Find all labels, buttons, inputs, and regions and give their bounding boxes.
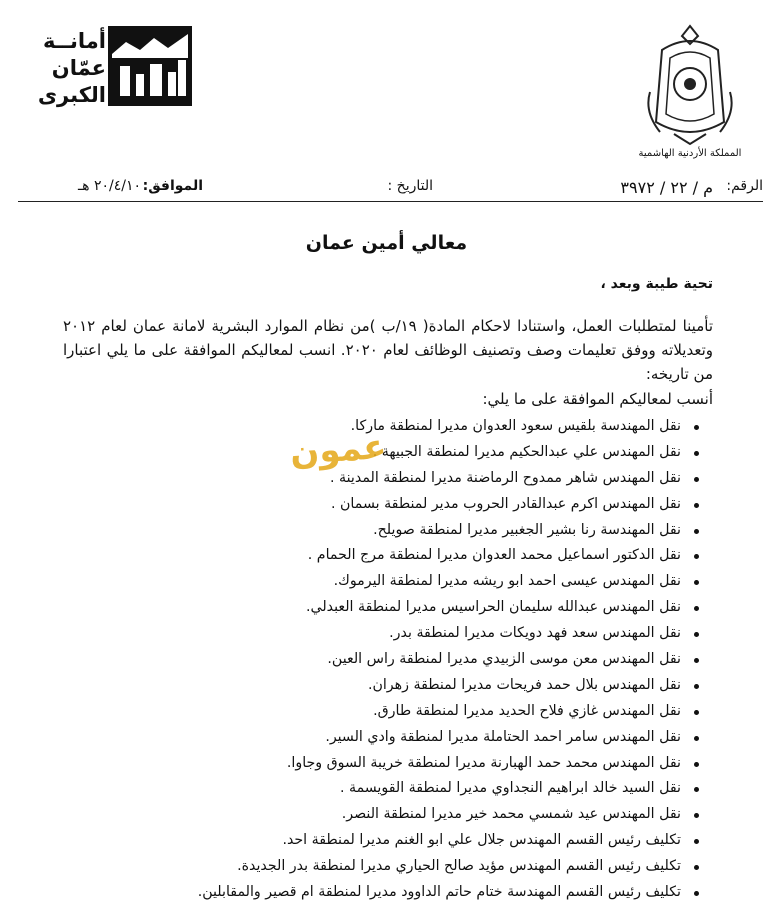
logo-line: أمانــة [42, 29, 106, 53]
list-item: نقل المهندس اكرم عبدالقادر الحروب مدير لمنطقة بسمان . [71, 492, 681, 518]
list-item: نقل المهندس سعد فهد دويكات مديرا لمنطقة بدر. [71, 621, 681, 647]
list-item: نقل الدكتور اسماعيل محمد العدوان مديرا لمنطقة مرج الحمام . [71, 543, 681, 569]
header-divider [18, 201, 763, 202]
reference-row [18, 176, 763, 202]
royal-emblem-icon [640, 22, 740, 147]
list-item: نقل المهندسة رنا بشير الجغبير مديرا لمنطقة صويلح. [71, 518, 681, 544]
list-item: نقل السيد خالد ابراهيم النجداوي مديرا لمنطقة القويسمة . [71, 776, 681, 802]
number-value: م / ٢٢ / ٣٩٧٢ [620, 178, 713, 197]
number-label: الرقم: [726, 178, 763, 194]
logo-line: الكبرى [37, 83, 106, 107]
list-item: تكليف رئيس القسم المهندس مؤيد صالح الحياري مديرا لمنطقة بدر الجديدة. [71, 854, 681, 880]
list-item: نقل المهندس غازي فلاح الحديد مديرا لمنطقة طارق. [71, 699, 681, 725]
list-item: نقل المهندس محمد حمد الهبارنة مديرا لمنطقة خريبة السوق وجاوا. [71, 751, 681, 777]
corresponding-label: الموافق: [142, 178, 203, 194]
list-item: تكليف رئيس القسم المهندسة ختام حاتم الداوود مديرا لمنطقة ام قصير والمقابلين. [71, 880, 681, 906]
list-item: نقل المهندس عيد شمسي محمد خير مديرا لمنطقة النصر. [71, 802, 681, 828]
amman-logo-text [28, 28, 106, 109]
list-item: تكليف رئيس القسم المهندس جلال علي ابو الغنم مديرا لمنطقة احد. [71, 828, 681, 854]
emblem-caption: المملكة الأردنية الهاشمية [638, 148, 742, 159]
list-item: نقل المهندس عبدالله سليمان الحراسيس مديرا لمنطقة العبدلي. [71, 595, 681, 621]
list-item: نقل المهندس بلال حمد فريحات مديرا لمنطقة زهران. [71, 673, 681, 699]
list-item: نقل المهندس سامر احمد الحتاملة مديرا لمنطقة وادي السير. [71, 725, 681, 751]
list-item: نقل المهندس شاهر ممدوح الرماضنة مديرا لمنطقة المدينة . [71, 466, 681, 492]
list-item: نقل المهندس معن موسى الزبيدي مديرا لمنطقة راس العين. [71, 647, 681, 673]
intro-paragraph: تأمينا لمتطلبات العمل، واستنادا لاحكام المادة( ١٩/ب )من نظام الموارد البشرية لامانة عمان لعام ٢٠١٢ وتعديلاته ووفق تعليمات وصف وتصنيف الوظائف لعام ٢٠٢٠. انسب لمعاليكم الموافقة على ما يلي اعتبارا من تاريخه: [63, 317, 713, 383]
assignment-list [71, 414, 699, 906]
date-label: التاريخ : [387, 178, 433, 194]
lead-line: أنسب لمعاليكم الموافقة على ما يلي: [482, 390, 713, 408]
list-item: نقل المهندس علي عبدالحكيم مديرا لمنطقة الجبيهة . [71, 440, 681, 466]
corresponding-value: ٢٠/٤/١٠ هـ [78, 178, 141, 194]
addressee: معالي أمين عمان [305, 232, 468, 254]
list-item: نقل المهندس عيسى احمد ابو ريشه مديرا لمنطقة اليرموك. [71, 569, 681, 595]
list-item: نقل المهندسة بلقيس سعود العدوان مديرا لمنطقة ماركا. [71, 414, 681, 440]
amman-logo-icon [106, 24, 194, 108]
watermark-logo: عمون [288, 426, 388, 474]
logo-line: عمّان [51, 56, 106, 80]
greeting: تحية طيبة وبعد ، [600, 276, 713, 292]
